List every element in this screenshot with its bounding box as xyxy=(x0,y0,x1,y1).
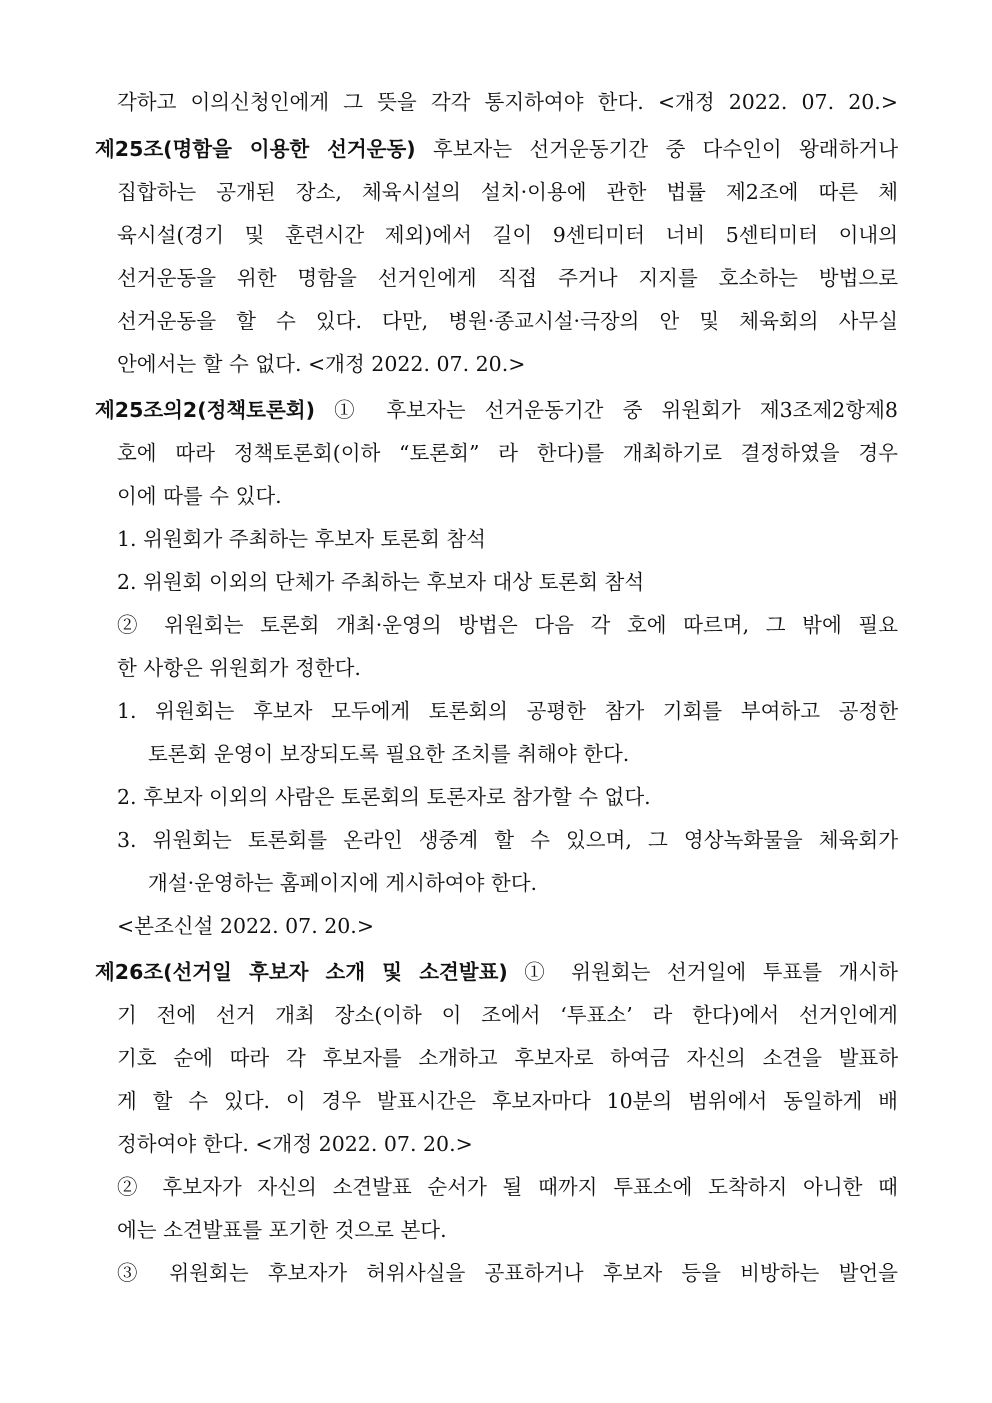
article-26-first-line: 제26조(선거일 후보자 소개 및 소견발표) ① 위원회는 선거일에 투표를 개시하 xyxy=(95,960,898,984)
text-line: 호에 따라 정책토론회(이하 “토론회” 라 한다)를 개최하기로 결정하였을 경우 xyxy=(117,441,898,465)
paragraph-line: ② 후보자가 자신의 소견발표 순서가 될 때까지 투표소에 도착하지 아니한 때 xyxy=(117,1175,898,1199)
list-item: 2. 후보자 이외의 사람은 토론회의 토론자로 참가할 수 없다. xyxy=(117,785,651,809)
text-line: 선거운동을 위한 명함을 선거인에게 직접 주거나 지지를 호소하는 방법으로 xyxy=(117,266,898,290)
text-line: 한 사항은 위원회가 정한다. xyxy=(117,656,361,680)
article-25-first-line: 제25조(명함을 이용한 선거운동) 후보자는 선거운동기간 중 다수인이 왕래하거나 xyxy=(95,137,898,161)
text-line: 이에 따를 수 있다. xyxy=(117,484,282,508)
paragraph-line: ② 위원회는 토론회 개최·운영의 방법은 다음 각 호에 따르며, 그 밖에 필요 xyxy=(117,613,898,637)
text-line: 기 전에 선거 개최 장소(이하 이 조에서 ‘투표소’ 라 한다)에서 선거인에게 xyxy=(117,1003,898,1027)
article-heading: 제25조(명함을 이용한 선거운동) xyxy=(95,137,416,161)
amendment-note: <본조신설 2022. 07. 20.> xyxy=(117,914,375,938)
text-line: 선거운동을 할 수 있다. 다만, 병원·종교시설·극장의 안 및 체육회의 사무실 xyxy=(117,309,898,333)
text-line: 집합하는 공개된 장소, 체육시설의 설치·이용에 관한 법률 제2조에 따른 체 xyxy=(117,180,898,204)
list-item: 2. 위원회 이외의 단체가 주최하는 후보자 대상 토론회 참석 xyxy=(117,570,645,594)
text-line: 토론회 운영이 보장되도록 필요한 조치를 취해야 한다. xyxy=(148,742,630,766)
article-25-2-first-line: 제25조의2(정책토론회) ① 후보자는 선거운동기간 중 위원회가 제3조제2항제8 xyxy=(95,398,898,422)
text-line: 안에서는 할 수 없다. <개정 2022. 07. 20.> xyxy=(117,352,526,376)
article-heading: 제25조의2(정책토론회) xyxy=(95,398,315,422)
text-line: 정하여야 한다. <개정 2022. 07. 20.> xyxy=(117,1132,473,1156)
list-item: 1. 위원회가 주최하는 후보자 토론회 참석 xyxy=(117,527,486,551)
text-line: 개설·운영하는 홈페이지에 게시하여야 한다. xyxy=(148,871,538,895)
article-heading: 제26조(선거일 후보자 소개 및 소견발표) xyxy=(95,960,508,984)
text-line: 각하고 이의신청인에게 그 뜻을 각각 통지하여야 한다. <개정 2022. 07. 20.> xyxy=(117,90,898,114)
text-line: 에는 소견발표를 포기한 것으로 본다. xyxy=(117,1218,447,1242)
list-item: 1. 위원회는 후보자 모두에게 토론회의 공평한 참가 기회를 부여하고 공정한 xyxy=(117,699,898,723)
list-item: 3. 위원회는 토론회를 온라인 생중계 할 수 있으며, 그 영상녹화물을 체육회가 xyxy=(117,828,898,852)
text-line: 육시설(경기 및 훈련시간 제외)에서 길이 9센티미터 너비 5센티미터 이내의 xyxy=(117,223,898,247)
paragraph-line: ③ 위원회는 후보자가 허위사실을 공표하거나 후보자 등을 비방하는 발언을 xyxy=(117,1261,898,1285)
text-line: 게 할 수 있다. 이 경우 발표시간은 후보자마다 10분의 범위에서 동일하게 배 xyxy=(117,1089,898,1113)
text-line: 기호 순에 따라 각 후보자를 소개하고 후보자로 하여금 자신의 소견을 발표하 xyxy=(117,1046,898,1070)
